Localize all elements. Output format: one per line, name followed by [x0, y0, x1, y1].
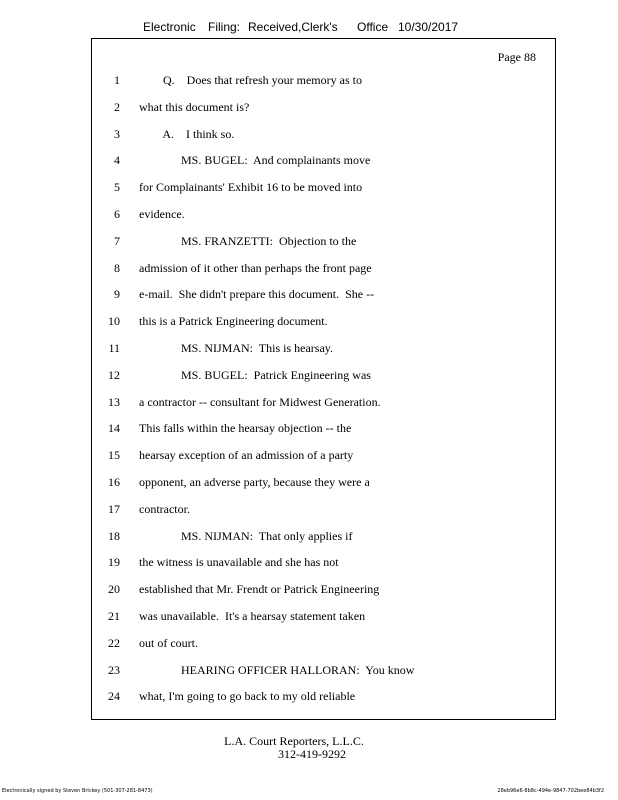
- transcript-line: [0, 287, 618, 314]
- line-text: evidence.: [139, 206, 185, 221]
- transcript-line: [0, 609, 618, 636]
- line-text: a contractor -- consultant for Midwest Generation.: [139, 394, 381, 409]
- line-text: This falls within the hearsay objection -- the: [139, 421, 352, 436]
- filing-header-word: Office: [357, 20, 389, 34]
- transcript-line: [0, 368, 618, 395]
- line-number: 2: [114, 99, 120, 114]
- line-number: 9: [114, 287, 120, 302]
- transcript-line: [0, 314, 618, 341]
- filing-header-word: Received,Clerk's: [248, 20, 338, 34]
- line-text: MS. FRANZETTI: Objection to the: [139, 233, 357, 248]
- transcript-line: [0, 582, 618, 609]
- line-number: 10: [108, 314, 120, 329]
- line-number: 1: [114, 73, 120, 87]
- line-text: this is a Patrick Engineering document.: [139, 314, 328, 329]
- transcript-line: [0, 663, 618, 690]
- footer-phone: 312-419-9292: [278, 747, 346, 761]
- transcript-line: [0, 689, 618, 716]
- transcript-line: [0, 207, 618, 234]
- transcript-line: [0, 555, 618, 582]
- line-text: MS. NIJMAN: That only applies if: [139, 528, 353, 543]
- line-text: for Complainants' Exhibit 16 to be moved into: [139, 180, 363, 195]
- line-number: 13: [108, 394, 120, 409]
- transcript-line: [0, 475, 618, 502]
- line-number: 5: [114, 180, 120, 195]
- line-text: hearsay exception of an admission of a party: [139, 448, 354, 463]
- line-number: 12: [108, 367, 120, 382]
- line-text: what, I'm going to go back to my old reliable: [139, 689, 356, 704]
- transcript-line: [0, 234, 618, 261]
- transcript-line: [0, 448, 618, 475]
- signature-left: Electronically signed by Steven Brickey (501-307-281-8473): [2, 788, 153, 794]
- line-text: what this document is?: [139, 99, 250, 114]
- line-number: 22: [108, 635, 120, 650]
- filing-header-word: Electronic: [143, 20, 196, 34]
- transcript-line: [0, 73, 618, 100]
- transcript-lines: [0, 73, 618, 716]
- line-text: MS. BUGEL: Patrick Engineering was: [139, 367, 371, 382]
- transcript-line: [0, 180, 618, 207]
- filing-header: [0, 20, 618, 38]
- line-text: contractor.: [139, 501, 190, 516]
- line-number: 15: [108, 448, 120, 463]
- line-number: 16: [108, 474, 120, 489]
- transcript-line: [0, 529, 618, 556]
- line-text: was unavailable. It's a hearsay statement taken: [139, 608, 366, 623]
- line-number: 14: [108, 421, 120, 436]
- line-number: 19: [108, 555, 120, 570]
- line-number: 20: [108, 582, 120, 597]
- transcript-line: [0, 100, 618, 127]
- transcript-line: [0, 395, 618, 422]
- line-number: 17: [108, 501, 120, 516]
- line-number: 3: [114, 126, 120, 141]
- transcript-line: [0, 153, 618, 180]
- page-number: Page 88: [497, 50, 536, 64]
- line-number: 7: [114, 233, 120, 248]
- filing-header-word: Filing:: [208, 20, 241, 34]
- line-text: out of court.: [139, 635, 198, 650]
- line-number: 8: [114, 260, 120, 275]
- line-number: 4: [114, 153, 120, 168]
- line-number: 18: [108, 528, 120, 543]
- line-text: e-mail. She didn't prepare this document. She --: [139, 287, 375, 302]
- filing-header-date: 10/30/2017: [398, 20, 459, 34]
- footer-company: L.A. Court Reporters, L.L.C.: [224, 734, 364, 748]
- transcript-line: [0, 261, 618, 288]
- line-text: established that Mr. Frendt or Patrick Engineering: [139, 582, 380, 597]
- line-number: 23: [108, 662, 120, 677]
- transcript-line: [0, 502, 618, 529]
- line-text: opponent, an adverse party, because they were a: [139, 474, 370, 489]
- line-number: 11: [108, 340, 120, 355]
- line-number: 6: [114, 206, 120, 221]
- transcript-line: [0, 636, 618, 663]
- line-text: MS. NIJMAN: This is hearsay.: [139, 340, 333, 355]
- transcript-line: [0, 341, 618, 368]
- line-text: A. I think so.: [139, 126, 235, 141]
- line-text: the witness is unavailable and she has not: [139, 555, 339, 570]
- line-text: MS. BUGEL: And complainants move: [139, 153, 371, 168]
- line-number: 21: [108, 608, 120, 623]
- line-text: Q. Does that refresh your memory as to: [139, 73, 362, 87]
- line-text: HEARING OFFICER HALLORAN: You know: [139, 662, 415, 677]
- transcript-line: [0, 421, 618, 448]
- line-number: 24: [108, 689, 120, 704]
- signature-right: 28eb96e6-8b8c-494e-9847-702bee84b3f2: [497, 788, 604, 794]
- line-text: admission of it other than perhaps the front page: [139, 260, 372, 275]
- transcript-line: [0, 127, 618, 154]
